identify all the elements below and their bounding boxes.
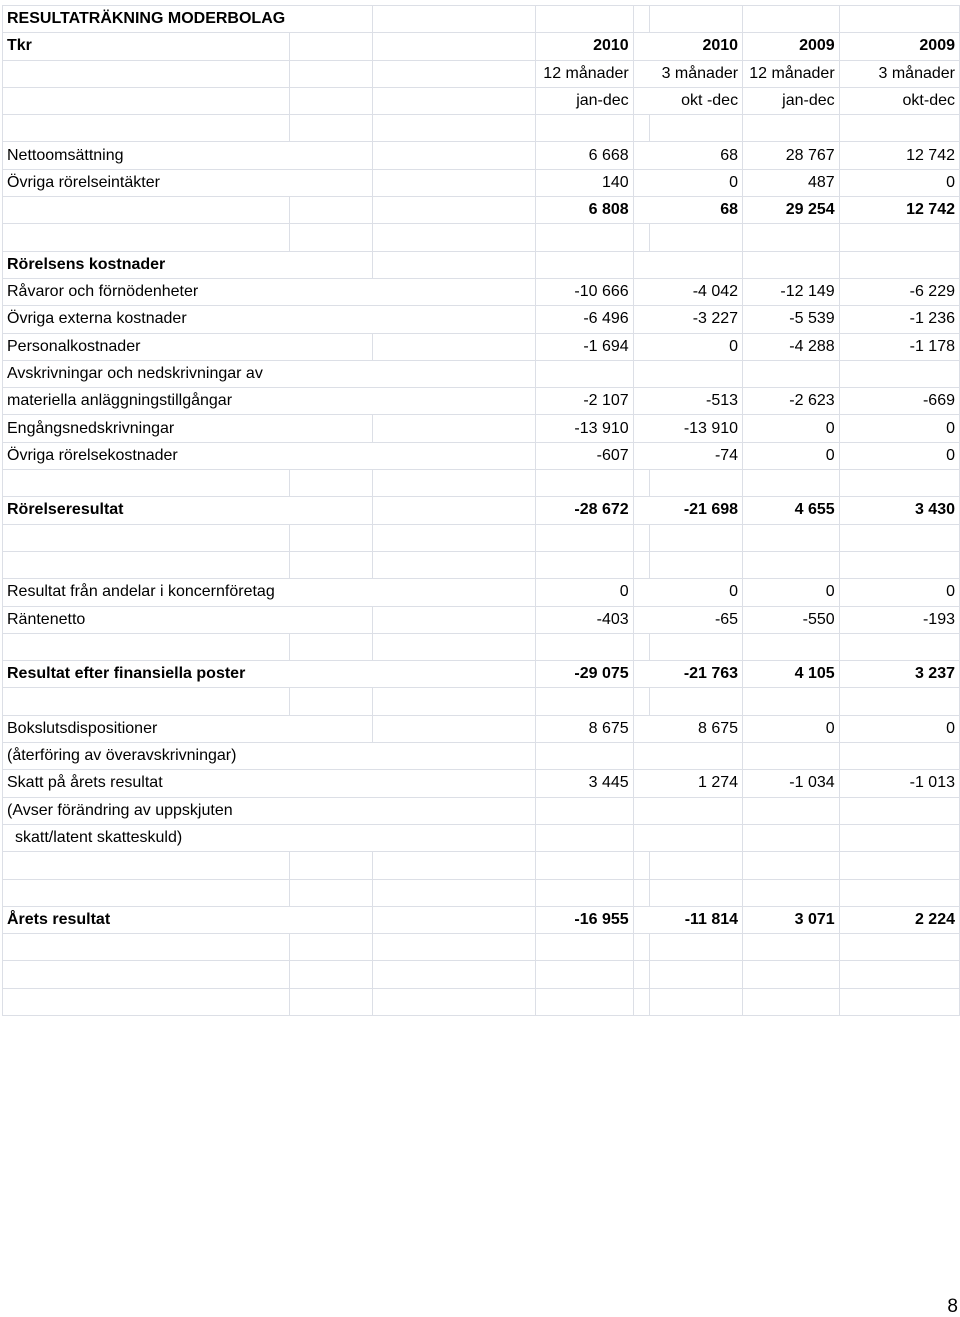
- value-cell: 0: [743, 442, 840, 469]
- value-cell: 0: [743, 415, 840, 442]
- value-cell: [743, 360, 840, 387]
- value-cell: 140: [536, 169, 633, 196]
- value-cell: 6 808: [536, 197, 633, 224]
- empty-row: [3, 961, 960, 988]
- table-row: [3, 497, 960, 524]
- value-cell: -74: [633, 442, 742, 469]
- row-label: materiella anläggningstillgångar: [3, 388, 290, 415]
- column-year: 2010: [633, 33, 742, 60]
- empty-row: [3, 224, 960, 251]
- value-cell: [633, 743, 742, 770]
- value-cell: 3 237: [839, 661, 959, 688]
- value-cell: 3 445: [536, 770, 633, 797]
- report-title: RESULTATRÄKNING MODERBOLAG: [3, 6, 290, 33]
- value-cell: [743, 251, 840, 278]
- table-row: [3, 442, 960, 469]
- row-label: (återföring av överavskrivningar): [3, 743, 290, 770]
- empty-row: [3, 852, 960, 879]
- value-cell: 0: [536, 579, 633, 606]
- row-label: Skatt på årets resultat: [3, 770, 290, 797]
- table-row: [3, 333, 960, 360]
- table-row: [3, 415, 960, 442]
- value-cell: -2 623: [743, 388, 840, 415]
- row-label: Avskrivningar och nedskrivningar av: [3, 360, 290, 387]
- row-label: skatt/latent skatteskuld): [3, 824, 290, 851]
- empty-row: [3, 551, 960, 578]
- value-cell: -13 910: [536, 415, 633, 442]
- value-cell: [536, 797, 633, 824]
- table-row: [3, 278, 960, 305]
- column-period: 12 månader: [536, 60, 633, 87]
- value-cell: [743, 824, 840, 851]
- row-label: Övriga rörelsekostnader: [3, 442, 290, 469]
- value-cell: -2 107: [536, 388, 633, 415]
- value-cell: 28 767: [743, 142, 840, 169]
- empty-row: [3, 633, 960, 660]
- value-cell: -6 496: [536, 306, 633, 333]
- value-cell: 0: [839, 715, 959, 742]
- table-row: [3, 797, 960, 824]
- table-row: [3, 824, 960, 851]
- value-cell: [633, 797, 742, 824]
- value-cell: 0: [839, 442, 959, 469]
- value-cell: -1 034: [743, 770, 840, 797]
- row-label: (Avser förändring av uppskjuten: [3, 797, 290, 824]
- value-cell: 0: [839, 415, 959, 442]
- value-cell: [743, 743, 840, 770]
- value-cell: -193: [839, 606, 959, 633]
- value-cell: -550: [743, 606, 840, 633]
- title-row: [3, 6, 960, 33]
- value-cell: 4 655: [743, 497, 840, 524]
- value-cell: 12 742: [839, 197, 959, 224]
- value-cell: -21 698: [633, 497, 742, 524]
- column-range: jan-dec: [536, 87, 633, 114]
- value-cell: 0: [633, 579, 742, 606]
- table-row: [3, 306, 960, 333]
- unit-label: Tkr: [3, 33, 290, 60]
- table-row: [3, 251, 960, 278]
- empty-row: [3, 524, 960, 551]
- value-cell: -4 042: [633, 278, 742, 305]
- row-label: Resultat från andelar i koncernföretag: [3, 579, 290, 606]
- row-label: Personalkostnader: [3, 333, 290, 360]
- value-cell: -65: [633, 606, 742, 633]
- table-row: [3, 906, 960, 933]
- column-year: 2010: [536, 33, 633, 60]
- value-cell: 0: [633, 333, 742, 360]
- value-cell: [839, 251, 959, 278]
- column-year: 2009: [743, 33, 840, 60]
- value-cell: -11 814: [633, 906, 742, 933]
- value-cell: 0: [743, 579, 840, 606]
- value-cell: 12 742: [839, 142, 959, 169]
- page-number: 8: [947, 1296, 958, 1317]
- value-cell: 68: [633, 142, 742, 169]
- value-cell: [839, 797, 959, 824]
- row-label: [3, 197, 290, 224]
- value-cell: [633, 251, 742, 278]
- value-cell: -10 666: [536, 278, 633, 305]
- value-cell: [536, 251, 633, 278]
- column-range: okt-dec: [839, 87, 959, 114]
- value-cell: -1 178: [839, 333, 959, 360]
- value-cell: -21 763: [633, 661, 742, 688]
- value-cell: -16 955: [536, 906, 633, 933]
- value-cell: -513: [633, 388, 742, 415]
- row-label: Övriga rörelseintäkter: [3, 169, 290, 196]
- value-cell: 0: [743, 715, 840, 742]
- value-cell: -403: [536, 606, 633, 633]
- row-label: Rörelseresultat: [3, 497, 290, 524]
- value-cell: -607: [536, 442, 633, 469]
- value-cell: [536, 743, 633, 770]
- table-row: [3, 579, 960, 606]
- value-cell: -29 075: [536, 661, 633, 688]
- value-cell: -669: [839, 388, 959, 415]
- table-row: [3, 770, 960, 797]
- column-year: 2009: [839, 33, 959, 60]
- table-row: [3, 142, 960, 169]
- column-range: jan-dec: [743, 87, 840, 114]
- row-label: Råvaror och förnödenheter: [3, 278, 290, 305]
- value-cell: [839, 743, 959, 770]
- value-cell: -3 227: [633, 306, 742, 333]
- value-cell: -1 013: [839, 770, 959, 797]
- value-cell: -12 149: [743, 278, 840, 305]
- row-label: Bokslutsdispositioner: [3, 715, 290, 742]
- value-cell: [536, 824, 633, 851]
- column-period: 3 månader: [839, 60, 959, 87]
- value-cell: -1 694: [536, 333, 633, 360]
- value-cell: -28 672: [536, 497, 633, 524]
- value-cell: [536, 360, 633, 387]
- value-cell: 1 274: [633, 770, 742, 797]
- value-cell: -4 288: [743, 333, 840, 360]
- value-cell: 0: [839, 579, 959, 606]
- row-label: Övriga externa kostnader: [3, 306, 290, 333]
- table-row: [3, 661, 960, 688]
- table-row: [3, 715, 960, 742]
- empty-row: [3, 688, 960, 715]
- value-cell: 29 254: [743, 197, 840, 224]
- value-cell: 3 430: [839, 497, 959, 524]
- table-row: [3, 169, 960, 196]
- value-cell: 0: [839, 169, 959, 196]
- row-label: Rörelsens kostnader: [3, 251, 290, 278]
- value-cell: [633, 360, 742, 387]
- table-row: [3, 388, 960, 415]
- row-label: Nettoomsättning: [3, 142, 290, 169]
- value-cell: [839, 824, 959, 851]
- value-cell: [743, 797, 840, 824]
- column-period: 3 månader: [633, 60, 742, 87]
- income-statement-table: [2, 5, 960, 1016]
- value-cell: -13 910: [633, 415, 742, 442]
- empty-row: [3, 988, 960, 1015]
- empty-row: [3, 879, 960, 906]
- value-cell: [633, 824, 742, 851]
- value-cell: 2 224: [839, 906, 959, 933]
- row-label: Årets resultat: [3, 906, 290, 933]
- column-range: okt -dec: [633, 87, 742, 114]
- period-header-row: [3, 60, 960, 87]
- value-cell: -5 539: [743, 306, 840, 333]
- table-row: [3, 743, 960, 770]
- value-cell: 4 105: [743, 661, 840, 688]
- table-row: [3, 606, 960, 633]
- empty-row: [3, 115, 960, 142]
- value-cell: 6 668: [536, 142, 633, 169]
- value-cell: 68: [633, 197, 742, 224]
- value-cell: 3 071: [743, 906, 840, 933]
- range-header-row: [3, 87, 960, 114]
- value-cell: [839, 360, 959, 387]
- value-cell: 0: [633, 169, 742, 196]
- value-cell: 8 675: [633, 715, 742, 742]
- empty-row: [3, 934, 960, 961]
- value-cell: -6 229: [839, 278, 959, 305]
- value-cell: 487: [743, 169, 840, 196]
- row-label: Räntenetto: [3, 606, 290, 633]
- table-row: [3, 360, 960, 387]
- table-row: [3, 197, 960, 224]
- value-cell: -1 236: [839, 306, 959, 333]
- column-period: 12 månader: [743, 60, 840, 87]
- empty-row: [3, 470, 960, 497]
- row-label: Resultat efter finansiella poster: [3, 661, 290, 688]
- row-label: Engångsnedskrivningar: [3, 415, 290, 442]
- value-cell: 8 675: [536, 715, 633, 742]
- year-header-row: [3, 33, 960, 60]
